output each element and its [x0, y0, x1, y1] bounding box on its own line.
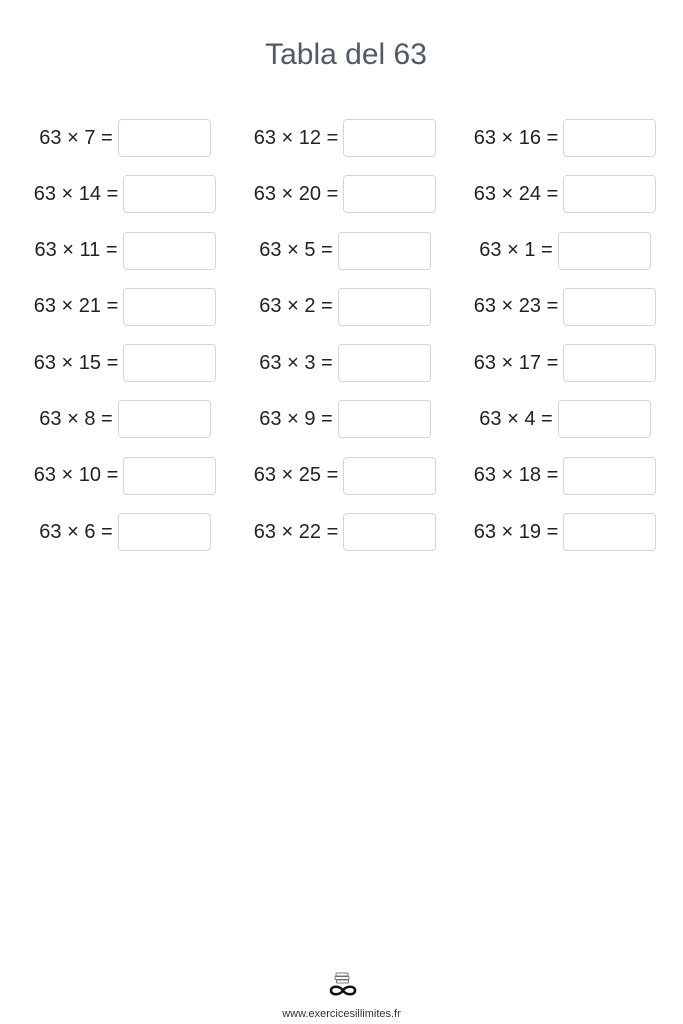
exercise-item: [230, 342, 460, 384]
exercise-item: [10, 511, 240, 553]
answer-box[interactable]: [343, 457, 436, 495]
multiplication-expression: 63 × 19 =: [473, 520, 559, 543]
multiplication-expression: 63 × 16 =: [473, 126, 559, 149]
exercise-row: [0, 342, 683, 398]
multiplication-expression: 63 × 22 =: [253, 520, 339, 543]
exercise-row: [0, 230, 683, 286]
exercise-item: [230, 398, 460, 440]
answer-box[interactable]: [123, 175, 216, 213]
exercise-item: [230, 286, 460, 328]
exercise-item: [230, 230, 460, 272]
multiplication-expression: 63 × 23 =: [473, 295, 559, 318]
answer-box[interactable]: [338, 400, 431, 438]
multiplication-expression: 63 × 20 =: [253, 182, 339, 205]
exercise-item: [10, 342, 240, 384]
multiplication-expression: 63 × 18 =: [473, 464, 559, 487]
answer-box[interactable]: [563, 457, 656, 495]
answer-box[interactable]: [123, 457, 216, 495]
multiplication-expression: 63 × 8 =: [39, 407, 113, 430]
exercise-item: [10, 173, 240, 215]
answer-box[interactable]: [563, 175, 656, 213]
answer-box[interactable]: [558, 232, 651, 270]
answer-box[interactable]: [338, 344, 431, 382]
exercise-item: [450, 455, 680, 497]
exercise-item: [230, 511, 460, 553]
exercise-item: [450, 511, 680, 553]
answer-box[interactable]: [118, 513, 211, 551]
multiplication-expression: 63 × 14 =: [33, 182, 119, 205]
answer-box[interactable]: [123, 288, 216, 326]
answer-box[interactable]: [118, 119, 211, 157]
multiplication-expression: 63 × 24 =: [473, 182, 559, 205]
exercise-item: [10, 117, 240, 159]
multiplication-expression: 63 × 21 =: [33, 295, 119, 318]
multiplication-expression: 63 × 6 =: [39, 520, 113, 543]
answer-box[interactable]: [343, 513, 436, 551]
exercise-item: [10, 398, 240, 440]
multiplication-expression: 63 × 15 =: [33, 351, 119, 374]
exercise-item: [450, 230, 680, 272]
exercise-item: [230, 117, 460, 159]
exercise-item: [450, 286, 680, 328]
page-title: Tabla del 63: [265, 38, 427, 71]
answer-box[interactable]: [563, 119, 656, 157]
answer-box[interactable]: [343, 119, 436, 157]
exercise-item: [230, 173, 460, 215]
exercise-row: [0, 117, 683, 173]
exercise-item: [10, 455, 240, 497]
answer-box[interactable]: [338, 232, 431, 270]
answer-box[interactable]: [343, 175, 436, 213]
infinity-books-icon: [324, 970, 362, 1000]
exercise-row: [0, 286, 683, 342]
answer-box[interactable]: [558, 400, 651, 438]
multiplication-expression: 63 × 4 =: [479, 407, 553, 430]
multiplication-expression: 63 × 5 =: [259, 239, 333, 262]
multiplication-expression: 63 × 17 =: [473, 351, 559, 374]
exercise-item: [450, 173, 680, 215]
answer-box[interactable]: [123, 344, 216, 382]
exercise-item: [450, 117, 680, 159]
multiplication-expression: 63 × 9 =: [259, 407, 333, 430]
answer-box[interactable]: [118, 400, 211, 438]
exercise-grid: [0, 117, 683, 567]
multiplication-expression: 63 × 3 =: [259, 351, 333, 374]
answer-box[interactable]: [123, 232, 216, 270]
answer-box[interactable]: [563, 513, 656, 551]
exercise-item: [10, 286, 240, 328]
multiplication-expression: 63 × 7 =: [39, 126, 113, 149]
exercise-row: [0, 455, 683, 511]
exercise-item: [450, 398, 680, 440]
multiplication-expression: 63 × 12 =: [253, 126, 339, 149]
footer-url[interactable]: www.exercicesillimites.fr: [282, 1008, 401, 1020]
multiplication-expression: 63 × 1 =: [479, 239, 553, 262]
exercise-item: [10, 230, 240, 272]
answer-box[interactable]: [338, 288, 431, 326]
multiplication-expression: 63 × 2 =: [259, 295, 333, 318]
exercise-row: [0, 398, 683, 454]
exercise-item: [230, 455, 460, 497]
exercise-row: [0, 511, 683, 567]
multiplication-expression: 63 × 11 =: [34, 239, 118, 262]
multiplication-expression: 63 × 25 =: [253, 464, 339, 487]
exercise-item: [450, 342, 680, 384]
multiplication-expression: 63 × 10 =: [33, 464, 119, 487]
exercise-row: [0, 173, 683, 229]
answer-box[interactable]: [563, 288, 656, 326]
answer-box[interactable]: [563, 344, 656, 382]
